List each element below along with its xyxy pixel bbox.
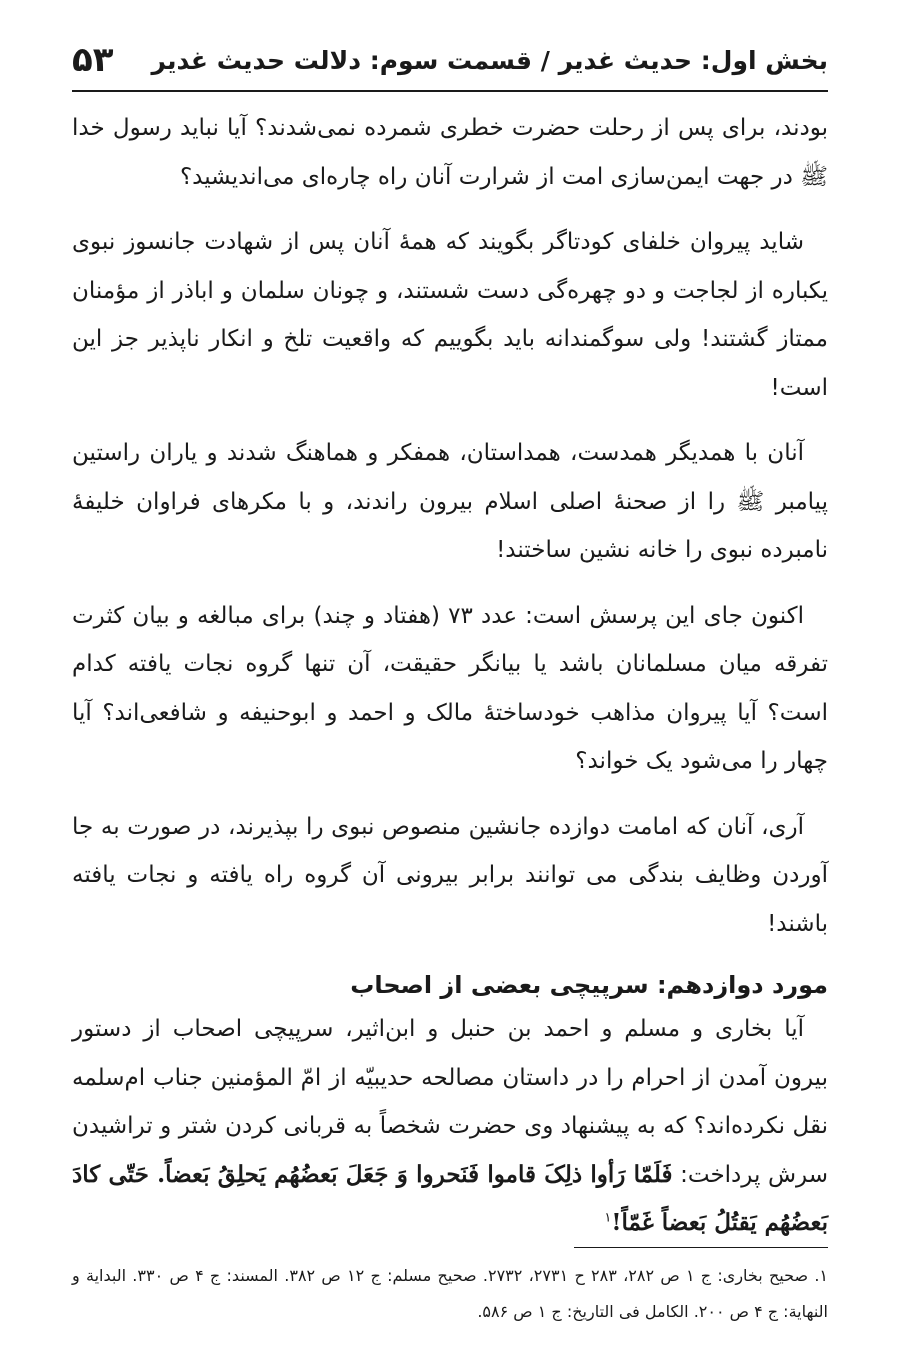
paragraph-3: آنان با همدیگر همدست، همداستان، همفکر و هماهنگ شدند و یاران راستین پیامبر ﷺ را از صحنهٔ اصلی اسلام بیرون راندند، و با مکرهای فراوان خلیفهٔ نامبرده نبوی را خانه نشین ساختند! [72, 440, 828, 563]
footnotes [72, 1258, 828, 1330]
paragraph-4: اکنون جای این پرسش است: عدد ۷۳ (هفتاد و چند) برای مبالغه و بیان کثرت تفرقه میان مسلمانان باشد یا بیانگر حقیقت، آن تنها گروه نجات یافته کدام است؟ آیا پیروان مذاهب خودساختهٔ مالک و احمد و ابوحنیفه و شافعی‌اند؟ آیا چهار را می‌شود یک خواند؟ [72, 602, 828, 774]
footnote-divider [574, 1247, 828, 1248]
arabic-quote: فَلَمّا رَأوا ذلِکَ قاموا فَنَحروا وَ جَعَلَ بَعضُهُم یَحلِقُ بَعضاً. حَتّی کادَ بَعضُهُم یَقتُلُ بَعضاً غَمّاً! [72, 1160, 828, 1236]
footnote-1: ۱. صحیح بخاری: ج ۱ ص ۲۸۲، ۲۸۳ ح ۲۷۳۱، ۲۷۳۲. صحیح مسلم: ج ۱۲ ص ۳۸۲. المسند: ج ۴ ص ۳۳۰. البدایة و النهایة: ج ۴ ص ۲۰۰. الکامل فی التاریخ: ج ۱ ص ۵۸۶. [72, 1266, 828, 1321]
paragraph-6 [72, 1005, 828, 1248]
paragraph-6-text: آیا بخاری و مسلم و احمد بن حنبل و ابن‌اثیر، سرپیچی اصحاب از دستور بیرون آمدن از احرام را در داستان مصالحه حدیبیّه از امّ المؤمنین جناب ام‌سلمه نقل نکرده‌اند؟ که به پیشنهاد وی حضرت شخصاً به قربانی کردن شتر و تراشیدن سرش پرداخت: [72, 1016, 828, 1188]
page-number: ۵۳ [72, 40, 114, 80]
paragraph-5: آری، آنان که امامت دوازده جانشین منصوص نبوی را بپذیرند، در صورت به جا آوردن وظایف بندگی می توانند برابر بیرونی آن گروه راه یافته و نجات یافته باشند! [72, 813, 828, 937]
running-head [72, 36, 828, 84]
section-heading: مورد دوازدهم: سرپیچی بعضی از اصحاب [350, 971, 828, 999]
paragraph-2: شاید پیروان خلفای کودتاگر بگویند که همهٔ آنان پس از شهادت جانسوز نبوی یکباره از لجاجت و دو چهره‌گی دست شستند، و چونان سلمان و اباذر از مؤمنان ممتاز گشتند! ولی سوگمندانه باید بگوییم که واقعیت تلخ و انکار ناپذیر جز این است! [72, 229, 828, 401]
header-divider [72, 90, 828, 92]
body-text [72, 104, 828, 1265]
footnote-reference: ۱ [604, 1210, 612, 1226]
header-title: بخش اول: حدیث غدیر / قسمت سوم: دلالت حدیث غدیر [151, 45, 828, 75]
paragraph-1: بودند، برای پس از رحلت حضرت خطری شمرده نمی‌شدند؟ آیا نباید رسول خدا ﷺ در جهت ایمن‌سازی امت از شرارت آنان راه چاره‌ای می‌اندیشید؟ [72, 115, 828, 190]
